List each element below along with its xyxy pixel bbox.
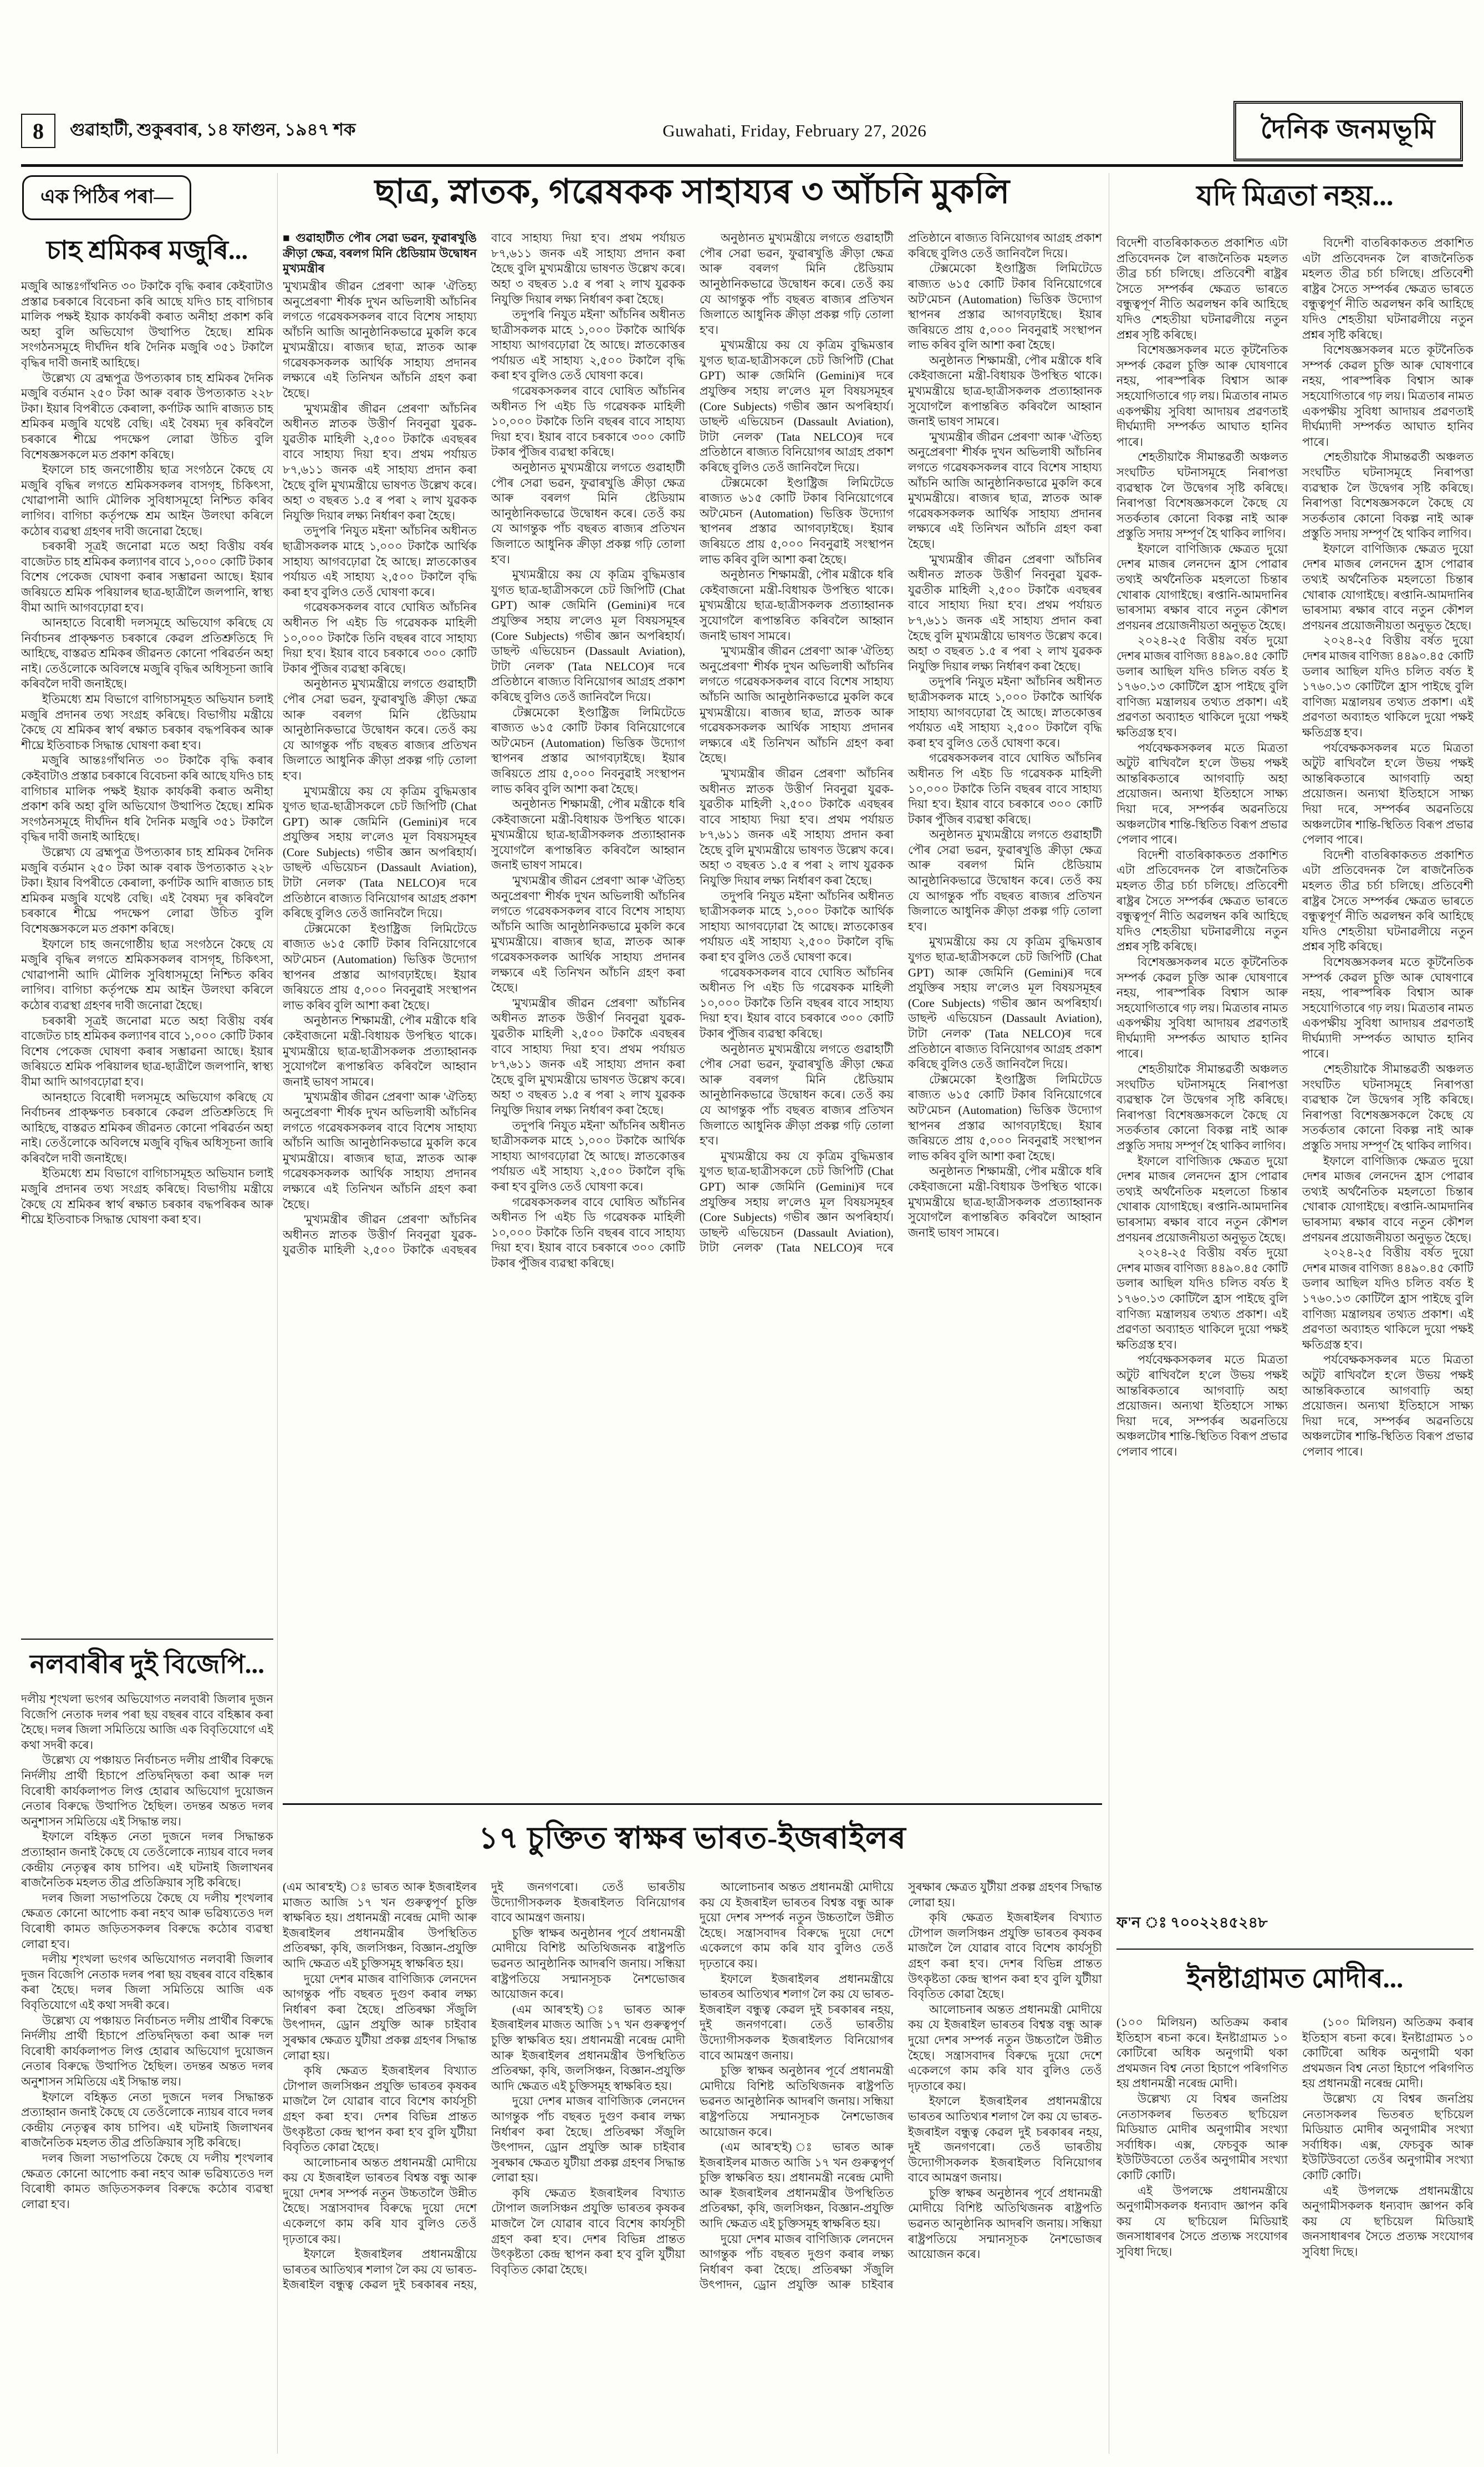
page-header — [21, 104, 1463, 157]
article-body-tea-workers: মজুৰি আন্তঃগাঁথনিত ৩০ টকাকৈ বৃদ্ধি কৰাৰ কেইবাটাও প্ৰস্তাৱ চৰকাৰে বিবেচনা কৰি আছে যদিও চাহ বাগিচাৰ মালিক পক্ষই ইয়াক কাৰ্যকৰী কৰাত অনীহা প্ৰকাশ কৰি অহা বুলি অভিযোগ উত্থাপিত হৈছে। শ্ৰমিক সংগঠনসমূহে দীৰ্ঘদিন ধৰি দৈনিক মজুৰি ৩৫১ টকালৈ বৃদ্ধিৰ দাবী জনাই আহিছে। উল্লেখ্য যে ব্ৰহ্মপুত্ৰ উপত্যকাৰ চাহ শ্ৰমিকৰ দৈনিক মজুৰি বৰ্তমান ২৫০ টকা আৰু বৰাক উপত্যকাত ২২৮ টকা। ইয়াৰ বিপৰীতে কেৰালা, কৰ্ণাটক আদি ৰাজ্যত চাহ শ্ৰমিকৰ মজুৰি যথেষ্ট বেছি। এই বৈষম্য দূৰ কৰিবলৈ চৰকাৰে শীঘ্ৰে পদক্ষেপ লোৱা উচিত বুলি বিশেষজ্ঞসকলে মত প্ৰকাশ কৰিছে। ইফালে চাহ জনগোষ্ঠীয় ছাত্ৰ সংগঠনে কৈছে যে মজুৰি বৃদ্ধিৰ লগতে শ্ৰমিকসকলৰ বাসগৃহ, চিকিৎসা, খোৱাপানী আদি মৌলিক সুবিধাসমূহো নিশ্চিত কৰিব লাগিব। বাগিচা কৰ্তৃপক্ষে শ্ৰম আইন উলংঘা কৰিলে কঠোৰ ব্যৱস্থা গ্ৰহণৰ দাবী জনোৱা হৈছে। চৰকাৰী সূত্ৰই জনোৱা মতে অহা বিত্তীয় বৰ্ষৰ বাজেটত চাহ শ্ৰমিকৰ কল্যাণৰ বাবে ১,০০০ কোটি টকাৰ বিশেষ পেকেজ ঘোষণা কৰাৰ সম্ভাৱনা আছে। ইয়াৰ জৰিয়তে শ্ৰমিক পৰিয়ালৰ ছাত্ৰ-ছাত্ৰীলৈ জলপানি, স্বাস্থ্য বীমা আদি আগবঢ়োৱা হ'ব। আনহাতে বিৰোধী দলসমূহে অভিযোগ কৰিছে যে নিৰ্বাচনৰ প্ৰাক্‌ক্ষণত চৰকাৰে কেৱল প্ৰতিশ্ৰুতিহে দি আহিছে, বাস্তৱত শ্ৰমিকৰ জীৱনত কোনো পৰিৱৰ্তন অহা নাই। তেওঁলোকে অবিলম্বে মজুৰি বৃদ্ধিৰ অধিসূচনা জাৰি কৰিবলৈ দাবী জনাইছে। ইতিমধ্যে শ্ৰম বিভাগে বাগিচাসমূহত অভিযান চলাই মজুৰি প্ৰদানৰ তথ্য সংগ্ৰহ কৰিছে। বিভাগীয় মন্ত্ৰীয়ে কৈছে যে শ্ৰমিকৰ স্বাৰ্থ ৰক্ষাত চৰকাৰ বদ্ধপৰিকৰ আৰু শীঘ্ৰে ইতিবাচক সিদ্ধান্ত ঘোষণা কৰা হ'ব। মজুৰি আন্তঃগাঁথনিত ৩০ টকাকৈ বৃদ্ধি কৰাৰ কেইবাটাও প্ৰস্তাৱ চৰকাৰে বিবেচনা কৰি আছে যদিও চাহ বাগিচাৰ মালিক পক্ষই ইয়াক কাৰ্যকৰী কৰাত অনীহা প্ৰকাশ কৰি অহা বুলি অভিযোগ উত্থাপিত হৈছে। শ্ৰমিক সংগঠনসমূহে দীৰ্ঘদিন ধৰি দৈনিক মজুৰি ৩৫১ টকালৈ বৃদ্ধিৰ দাবী জনাই আহিছে। উল্লেখ্য যে ব্ৰহ্মপুত্ৰ উপত্যকাৰ চাহ শ্ৰমিকৰ দৈনিক মজুৰি বৰ্তমান ২৫০ টকা আৰু বৰাক উপত্যকাত ২২৮ টকা। ইয়াৰ বিপৰীতে কেৰালা, কৰ্ণাটক আদি ৰাজ্যত চাহ শ্ৰমিকৰ মজুৰি যথেষ্ট বেছি। এই বৈষম্য দূৰ কৰিবলৈ চৰকাৰে শীঘ্ৰে পদক্ষেপ লোৱা উচিত বুলি বিশেষজ্ঞসকলে মত প্ৰকাশ কৰিছে। ইফালে চাহ জনগোষ্ঠীয় ছাত্ৰ সংগঠনে কৈছে যে মজুৰি বৃদ্ধিৰ লগতে শ্ৰমিকসকলৰ বাসগৃহ, চিকিৎসা, খোৱাপানী আদি মৌলিক সুবিধাসমূহো নিশ্চিত কৰিব লাগিব। বাগিচা কৰ্তৃপক্ষে শ্ৰম আইন উলংঘা কৰিলে কঠোৰ ব্যৱস্থা গ্ৰহণৰ দাবী জনোৱা হৈছে। চৰকাৰী সূত্ৰই জনোৱা মতে অহা বিত্তীয় বৰ্ষৰ বাজেটত চাহ শ্ৰমিকৰ কল্যাণৰ বাবে ১,০০০ কোটি টকাৰ বিশেষ পেকেজ ঘোষণা কৰাৰ সম্ভাৱনা আছে। ইয়াৰ জৰিয়তে শ্ৰমিক পৰিয়ালৰ ছাত্ৰ-ছাত্ৰীলৈ জলপানি, স্বাস্থ্য বীমা আদি আগবঢ়োৱা হ'ব। আনহাতে বিৰোধী দলসমূহে অভিযোগ কৰিছে যে নিৰ্বাচনৰ প্ৰাক্‌ক্ষণত চৰকাৰে কেৱল প্ৰতিশ্ৰুতিহে দি আহিছে, বাস্তৱত শ্ৰমিকৰ জীৱনত কোনো পৰিৱৰ্তন অহা নাই। তেওঁলোকে অবিলম্বে মজুৰি বৃদ্ধিৰ অধিসূচনা জাৰি কৰিবলৈ দাবী জনাইছে। ইতিমধ্যে শ্ৰম বিভাগে বাগিচাসমূহত অভিযান চলাই মজুৰি প্ৰদানৰ তথ্য সংগ্ৰহ কৰিছে। বিভাগীয় মন্ত্ৰীয়ে কৈছে যে শ্ৰমিকৰ স্বাৰ্থ ৰক্ষাত চৰকাৰ বদ্ধপৰিকৰ আৰু শীঘ্ৰে ইতিবাচক সিদ্ধান্ত ঘোষণা কৰা হ'ব। — [21, 279, 273, 1227]
headline-student-schemes: ছাত্ৰ, স্নাতক, গৱেষকক সাহায্যৰ ৩ আঁচনি মুকলি — [374, 174, 1011, 211]
center-bottom-article — [283, 1803, 1102, 2454]
article-divider — [1116, 1949, 1473, 1950]
article-body-modi-instagram: (১০০ মিলিয়ন) অতিক্ৰম কৰাৰ ইতিহাস ৰচনা কৰে। ইনষ্টাগ্ৰামত ১০ কোটিৰো অধিক অনুগামী থকা প্ৰথমজন বিশ্ব নেতা হিচাপে পৰিগণিত হয় প্ৰধানমন্ত্ৰী নৰেন্দ্ৰ মোদী। উল্লেখ্য যে বিশ্বৰ জনপ্ৰিয় নেতাসকলৰ ভিতৰত ছ'চিয়েল মিডিয়াত মোদীৰ অনুগামীৰ সংখ্যা সৰ্বাধিক। এক্স, ফেচবুক আৰু ইউটিউবতো তেওঁৰ অনুগামীৰ সংখ্যা কোটি কোটি। এই উপলক্ষে প্ৰধানমন্ত্ৰীয়ে অনুগামীসকলক ধন্যবাদ জ্ঞাপন কৰি কয় যে ছ'চিয়েল মিডিয়াই জনসাধাৰণৰ সৈতে প্ৰত্যক্ষ সংযোগৰ সুবিধা দিছে। (১০০ মিলিয়ন) অতিক্ৰম কৰাৰ ইতিহাস ৰচনা কৰে। ইনষ্টাগ্ৰামত ১০ কোটিৰো অধিক অনুগামী থকা প্ৰথমজন বিশ্ব নেতা হিচাপে পৰিগণিত হয় প্ৰধানমন্ত্ৰী নৰেন্দ্ৰ মোদী। উল্লেখ্য যে বিশ্বৰ জনপ্ৰিয় নেতাসকলৰ ভিতৰত ছ'চিয়েল মিডিয়াত মোদীৰ অনুগামীৰ সংখ্যা সৰ্বাধিক। এক্স, ফেচবুক আৰু ইউটিউবতো তেওঁৰ অনুগামীৰ সংখ্যা কোটি কোটি। এই উপলক্ষে প্ৰধানমন্ত্ৰীয়ে অনুগামীসকলক ধন্যবাদ জ্ঞাপন কৰি কয় যে ছ'চিয়েল মিডিয়াই জনসাধাৰণৰ সৈতে প্ৰত্যক্ষ সংযোগৰ সুবিধা দিছে। — [1116, 2016, 1473, 2259]
header-rule — [21, 164, 1463, 167]
phone-number: ফ'ন ঃ ৭০০২২৪৫২৪৮ — [1116, 1914, 1268, 1931]
article-paragraphs: 'মুখ্যমন্ত্ৰীৰ জীৱন প্ৰেৰণা' আৰু 'ঐতিহ্য অনুপ্ৰেৰণা' শীৰ্ষক দুখন অভিলাষী আঁচনিৰ লগতে গৱেষকসকলৰ বাবে বিশেষ সাহায্য আঁচনি আজি আনুষ্ঠানিকভাৱে মুকলি কৰে মুখ্যমন্ত্ৰীয়ে। ৰাজ্যৰ ছাত্ৰ, স্নাতক আৰু গৱেষকসকলক আৰ্থিক সাহায্য প্ৰদানৰ লক্ষ্যৰে এই তিনিখন আঁচনি গ্ৰহণ কৰা হৈছে। 'মুখ্যমন্ত্ৰীৰ জীৱন প্ৰেৰণা' আঁচনিৰ অধীনত স্নাতক উত্তীৰ্ণ নিবনুৱা যুৱক-যুৱতীক মাহিলী ২,৫০০ টকাকৈ এবছৰৰ বাবে সাহায্য দিয়া হ'ব। প্ৰথম পৰ্যায়ত ৮৭,৬১১ জনক এই সাহায্য প্ৰদান কৰা হৈছে বুলি মুখ্যমন্ত্ৰীয়ে ভাষণত উল্লেখ কৰে। অহা ৩ বছৰত ১.৫ ৰ পৰা ২ লাখ যুৱকক নিযুক্তি দিয়াৰ লক্ষ্য নিৰ্ধাৰণ কৰা হৈছে। তদুপৰি 'নিযুত মইনা' আঁচনিৰ অধীনত ছাত্ৰীসকলক মাহে ১,০০০ টকাকৈ আৰ্থিক সাহায্য আগবঢ়োৱা হৈ আছে। স্নাতকোত্তৰ পৰ্যায়ত এই সাহায্য ২,৫০০ টকালৈ বৃদ্ধি কৰা হ'ব বুলিও তেওঁ ঘোষণা কৰে। গৱেষকসকলৰ বাবে ঘোষিত আঁচনিৰ অধীনত পি এইচ ডি গৱেষকক মাহিলী ১০,০০০ টকাকৈ তিনি বছৰৰ বাবে সাহায্য দিয়া হ'ব। ইয়াৰ বাবে চৰকাৰে ৩০০ কোটি টকাৰ পুঁজিৰ ব্যৱস্থা কৰিছে। অনুষ্ঠানত মুখ্যমন্ত্ৰীয়ে লগতে গুৱাহাটী পৌৰ সেৱা ভৱন, ফুৱাৰখুঙি ক্ৰীড়া ক্ষেত্ৰ আৰু বৰলগ মিনি ষ্টেডিয়াম আনুষ্ঠানিকভাৱে উদ্বোধন কৰে। তেওঁ কয় যে আগন্তুক পাঁচ বছৰত ৰাজ্যৰ প্ৰতিখন জিলাতে আধুনিক ক্ৰীড়া প্ৰকল্প গঢ়ি তোলা হ'ব। মুখ্যমন্ত্ৰীয়ে কয় যে কৃত্ৰিম বুদ্ধিমত্তাৰ যুগত ছাত্ৰ-ছাত্ৰীসকলে চেট জিপিটি (Chat GPT) আৰু জেমিনি (Gemini)ৰ দৰে প্ৰযুক্তিৰ সহায় ল'লেও মূল বিষয়সমূহৰ (Core Subjects) গভীৰ জ্ঞান অপৰিহাৰ্য। ডাছল্ট এভিয়েচন (Dassault Aviation), টাটা নেলক' (Tata NELCO)ৰ দৰে প্ৰতিষ্ঠানে ৰাজ্যত বিনিয়োগৰ আগ্ৰহ প্ৰকাশ কৰিছে বুলিও তেওঁ জানিবলৈ দিয়ে। টেক্সমেকো ইণ্ডাষ্ট্ৰিজ লিমিটেডে ৰাজ্যত ৬১৫ কোটি টকাৰ বিনিয়োগেৰে অট'মেচন (Automation) ভিত্তিক উদ্যোগ স্থাপনৰ প্ৰস্তাৱ আগবঢ়াইছে। ইয়াৰ জৰিয়তে প্ৰায় ৫,০০০ নিবনুৱাই সংস্থাপন লাভ কৰিব বুলি আশা কৰা হৈছে। অনুষ্ঠানত শিক্ষামন্ত্ৰী, পৌৰ মন্ত্ৰীকে ধৰি কেইবাজনো মন্ত্ৰী-বিধায়ক উপস্থিত থাকে। মুখ্যমন্ত্ৰীয়ে ছাত্ৰ-ছাত্ৰীসকলক প্ৰত্যাহ্বানক সুযোগলৈ ৰূপান্তৰিত কৰিবলৈ আহ্বান জনাই ভাষণ সামৰে। 'মুখ্যমন্ত্ৰীৰ জীৱন প্ৰেৰণা' আৰু 'ঐতিহ্য অনুপ্ৰেৰণা' শীৰ্ষক দুখন অভিলাষী আঁচনিৰ লগতে গৱেষকসকলৰ বাবে বিশেষ সাহায্য আঁচনি আজি আনুষ্ঠানিকভাৱে মুকলি কৰে মুখ্যমন্ত্ৰীয়ে। ৰাজ্যৰ ছাত্ৰ, স্নাতক আৰু গৱেষকসকলক আৰ্থিক সাহায্য প্ৰদানৰ লক্ষ্যৰে এই তিনিখন আঁচনি গ্ৰহণ কৰা হৈছে। 'মুখ্যমন্ত্ৰীৰ জীৱন প্ৰেৰণা' আঁচনিৰ অধীনত স্নাতক উত্তীৰ্ণ নিবনুৱা যুৱক-যুৱতীক মাহিলী ২,৫০০ টকাকৈ এবছৰৰ বাবে সাহায্য দিয়া হ'ব। প্ৰথম পৰ্যায়ত ৮৭,৬১১ জনক এই সাহায্য প্ৰদান কৰা হৈছে বুলি মুখ্যমন্ত্ৰীয়ে ভাষণত উল্লেখ কৰে। অহা ৩ বছৰত ১.৫ ৰ পৰা ২ লাখ যুৱকক নিযুক্তি দিয়াৰ লক্ষ্য নিৰ্ধাৰণ কৰা হৈছে। তদুপৰি 'নিযুত মইনা' আঁচনিৰ অধীনত ছাত্ৰীসকলক মাহে ১,০০০ টকাকৈ আৰ্থিক সাহায্য আগবঢ়োৱা হৈ আছে। স্নাতকোত্তৰ পৰ্যায়ত এই সাহায্য ২,৫০০ টকালৈ বৃদ্ধি কৰা হ'ব বুলিও তেওঁ ঘোষণা কৰে। গৱেষকসকলৰ বাবে ঘোষিত আঁচনিৰ অধীনত পি এইচ ডি গৱেষকক মাহিলী ১০,০০০ টকাকৈ তিনি বছৰৰ বাবে সাহায্য দিয়া হ'ব। ইয়াৰ বাবে চৰকাৰে ৩০০ কোটি টকাৰ পুঁজিৰ ব্যৱস্থা কৰিছে। অনুষ্ঠানত মুখ্যমন্ত্ৰীয়ে লগতে গুৱাহাটী পৌৰ সেৱা ভৱন, ফুৱাৰখুঙি ক্ৰীড়া ক্ষেত্ৰ আৰু বৰলগ মিনি ষ্টেডিয়াম আনুষ্ঠানিকভাৱে উদ্বোধন কৰে। তেওঁ কয় যে আগন্তুক পাঁচ বছৰত ৰাজ্যৰ প্ৰতিখন জিলাতে আধুনিক ক্ৰীড়া প্ৰকল্প গঢ়ি তোলা হ'ব। মুখ্যমন্ত্ৰীয়ে কয় যে কৃত্ৰিম বুদ্ধিমত্তাৰ যুগত ছাত্ৰ-ছাত্ৰীসকলে চেট জিপিটি (Chat GPT) আৰু জেমিনি (Gemini)ৰ দৰে প্ৰযুক্তিৰ সহায় ল'লেও মূল বিষয়সমূহৰ (Core Subjects) গভীৰ জ্ঞান অপৰিহাৰ্য। ডাছল্ট এভিয়েচন (Dassault Aviation), টাটা নেলক' (Tata NELCO)ৰ দৰে প্ৰতিষ্ঠানে ৰাজ্যত বিনিয়োগৰ আগ্ৰহ প্ৰকাশ কৰিছে বুলিও তেওঁ জানিবলৈ দিয়ে। টেক্সমেকো ইণ্ডাষ্ট্ৰিজ লিমিটেডে ৰাজ্যত ৬১৫ কোটি টকাৰ বিনিয়োগেৰে অট'মেচন (Automation) ভিত্তিক উদ্যোগ স্থাপনৰ প্ৰস্তাৱ আগবঢ়াইছে। ইয়াৰ জৰিয়তে প্ৰায় ৫,০০০ নিবনুৱাই সংস্থাপন লাভ কৰিব বুলি আশা কৰা হৈছে। অনুষ্ঠানত শিক্ষামন্ত্ৰী, পৌৰ মন্ত্ৰীকে ধৰি কেইবাজনো মন্ত্ৰী-বিধায়ক উপস্থিত থাকে। মুখ্যমন্ত্ৰীয়ে ছাত্ৰ-ছাত্ৰীসকলক প্ৰত্যাহ্বানক সুযোগলৈ ৰূপান্তৰিত কৰিবলৈ আহ্বান জনাই ভাষণ সামৰে। 'মুখ্যমন্ত্ৰীৰ জীৱন প্ৰেৰণা' আৰু 'ঐতিহ্য অনুপ্ৰেৰণা' শীৰ্ষক দুখন অভিলাষী আঁচনিৰ লগতে গৱেষকসকলৰ বাবে বিশেষ সাহায্য আঁচনি আজি আনুষ্ঠানিকভাৱে মুকলি কৰে মুখ্যমন্ত্ৰীয়ে। ৰাজ্যৰ ছাত্ৰ, স্নাতক আৰু গৱেষকসকলক আৰ্থিক সাহায্য প্ৰদানৰ লক্ষ্যৰে এই তিনিখন আঁচনি গ্ৰহণ কৰা হৈছে। 'মুখ্যমন্ত্ৰীৰ জীৱন প্ৰেৰণা' আঁচনিৰ অধীনত স্নাতক উত্তীৰ্ণ নিবনুৱা যুৱক-যুৱতীক মাহিলী ২,৫০০ টকাকৈ এবছৰৰ বাবে সাহায্য দিয়া হ'ব। প্ৰথম পৰ্যায়ত ৮৭,৬১১ জনক এই সাহায্য প্ৰদান কৰা হৈছে বুলি মুখ্যমন্ত্ৰীয়ে ভাষণত উল্লেখ কৰে। অহা ৩ বছৰত ১.৫ ৰ পৰা ২ লাখ যুৱকক নিযুক্তি দিয়াৰ লক্ষ্য নিৰ্ধাৰণ কৰা হৈছে। তদুপৰি 'নিযুত মইনা' আঁচনিৰ অধীনত ছাত্ৰীসকলক মাহে ১,০০০ টকাকৈ আৰ্থিক সাহায্য আগবঢ়োৱা হৈ আছে। স্নাতকোত্তৰ পৰ্যায়ত এই সাহায্য ২,৫০০ টকালৈ বৃদ্ধি কৰা হ'ব বুলিও তেওঁ ঘোষণা কৰে। গৱেষকসকলৰ বাবে ঘোষিত আঁচনিৰ অধীনত পি এইচ ডি গৱেষকক মাহিলী ১০,০০০ টকাকৈ তিনি বছৰৰ বাবে সাহায্য দিয়া হ'ব। ইয়াৰ বাবে চৰকাৰে ৩০০ কোটি টকাৰ পুঁজিৰ ব্যৱস্থা কৰিছে। অনুষ্ঠানত মুখ্যমন্ত্ৰীয়ে লগতে গুৱাহাটী পৌৰ সেৱা ভৱন, ফুৱাৰখুঙি ক্ৰীড়া ক্ষেত্ৰ আৰু বৰলগ মিনি ষ্টেডিয়াম আনুষ্ঠানিকভাৱে উদ্বোধন কৰে। তেওঁ কয় যে আগন্তুক পাঁচ বছৰত ৰাজ্যৰ প্ৰতিখন জিলাতে আধুনিক ক্ৰীড়া প্ৰকল্প গঢ়ি তোলা হ'ব। মুখ্যমন্ত্ৰীয়ে কয় যে কৃত্ৰিম বুদ্ধিমত্তাৰ যুগত ছাত্ৰ-ছাত্ৰীসকলে চেট জিপিটি (Chat GPT) আৰু জেমিনি (Gemini)ৰ দৰে প্ৰযুক্তিৰ সহায় ল'লেও মূল বিষয়সমূহৰ (Core Subjects) গভীৰ জ্ঞান অপৰিহাৰ্য। ডাছল্ট এভিয়েচন (Dassault Aviation), টাটা নেলক' (Tata NELCO)ৰ দৰে প্ৰতিষ্ঠানে ৰাজ্যত বিনিয়োগৰ আগ্ৰহ প্ৰকাশ কৰিছে বুলিও তেওঁ জানিবলৈ দিয়ে। টেক্সমেকো ইণ্ডাষ্ট্ৰিজ লিমিটেডে ৰাজ্যত ৬১৫ কোটি টকাৰ বিনিয়োগেৰে অট'মেচন (Automation) ভিত্তিক উদ্যোগ স্থাপনৰ প্ৰস্তাৱ আগবঢ়াইছে। ইয়াৰ জৰিয়তে প্ৰায় ৫,০০০ নিবনুৱাই সংস্থাপন লাভ কৰিব বুলি আশা কৰা হৈছে। অনুষ্ঠানত শিক্ষামন্ত্ৰী, পৌৰ মন্ত্ৰীকে ধৰি কেইবাজনো মন্ত্ৰী-বিধায়ক উপস্থিত থাকে। মুখ্যমন্ত্ৰীয়ে ছাত্ৰ-ছাত্ৰীসকলক প্ৰত্যাহ্বানক সুযোগলৈ ৰূপান্তৰিত কৰিবলৈ আহ্বান জনাই ভাষণ সামৰে। 'মুখ্যমন্ত্ৰীৰ জীৱন প্ৰেৰণা' আৰু 'ঐতিহ্য অনুপ্ৰেৰণা' শীৰ্ষক দুখন অভিলাষী আঁচনিৰ লগতে গৱেষকসকলৰ বাবে বিশেষ সাহায্য আঁচনি আজি আনুষ্ঠানিকভাৱে মুকলি কৰে মুখ্যমন্ত্ৰীয়ে। ৰাজ্যৰ ছাত্ৰ, স্নাতক আৰু গৱেষকসকলক আৰ্থিক সাহায্য প্ৰদানৰ লক্ষ্যৰে এই তিনিখন আঁচনি গ্ৰহণ কৰা হৈছে। 'মুখ্যমন্ত্ৰীৰ জীৱন প্ৰেৰণা' আঁচনিৰ অধীনত স্নাতক উত্তীৰ্ণ নিবনুৱা যুৱক-যুৱতীক মাহিলী ২,৫০০ টকাকৈ এবছৰৰ বাবে সাহায্য দিয়া হ'ব। প্ৰথম পৰ্যায়ত ৮৭,৬১১ জনক এই সাহায্য প্ৰদান কৰা হৈছে বুলি মুখ্যমন্ত্ৰীয়ে ভাষণত উল্লেখ কৰে। অহা ৩ বছৰত ১.৫ ৰ পৰা ২ লাখ যুৱকক নিযুক্তি দিয়াৰ লক্ষ্য নিৰ্ধাৰণ কৰা হৈছে। তদুপৰি 'নিযুত মইনা' আঁচনিৰ অধীনত ছাত্ৰীসকলক মাহে ১,০০০ টকাকৈ আৰ্থিক সাহায্য আগবঢ়োৱা হৈ আছে। স্নাতকোত্তৰ পৰ্যায়ত এই সাহায্য ২,৫০০ টকালৈ বৃদ্ধি কৰা হ'ব বুলিও তেওঁ ঘোষণা কৰে। গৱেষকসকলৰ বাবে ঘোষিত আঁচনিৰ অধীনত পি এইচ ডি গৱেষকক মাহিলী ১০,০০০ টকাকৈ তিনি বছৰৰ বাবে সাহায্য দিয়া হ'ব। ইয়াৰ বাবে চৰকাৰে ৩০০ কোটি টকাৰ পুঁজিৰ ব্যৱস্থা কৰিছে। অনুষ্ঠানত মুখ্যমন্ত্ৰীয়ে লগতে গুৱাহাটী পৌৰ সেৱা ভৱন, ফুৱাৰখুঙি ক্ৰীড়া ক্ষেত্ৰ আৰু বৰলগ মিনি ষ্টেডিয়াম আনুষ্ঠানিকভাৱে উদ্বোধন কৰে। তেওঁ কয় যে আগন্তুক পাঁচ বছৰত ৰাজ্যৰ প্ৰতিখন জিলাতে আধুনিক ক্ৰীড়া প্ৰকল্প গঢ়ি তোলা হ'ব। মুখ্যমন্ত্ৰীয়ে কয় যে কৃত্ৰিম বুদ্ধিমত্তাৰ যুগত ছাত্ৰ-ছাত্ৰীসকলে চেট জিপিটি (Chat GPT) আৰু জেমিনি (Gemini)ৰ দৰে প্ৰযুক্তিৰ সহায় ল'লেও মূল বিষয়সমূহৰ (Core Subjects) গভীৰ জ্ঞান অপৰিহাৰ্য। ডাছল্ট এভিয়েচন (Dassault Aviation), টাটা নেলক' (Tata NELCO)ৰ দৰে প্ৰতিষ্ঠানে ৰাজ্যত বিনিয়োগৰ আগ্ৰহ প্ৰকাশ কৰিছে বুলিও তেওঁ জানিবলৈ দিয়ে। টেক্সমেকো ইণ্ডাষ্ট্ৰিজ লিমিটেডে ৰাজ্যত ৬১৫ কোটি টকাৰ বিনিয়োগেৰে অট'মেচন (Automation) ভিত্তিক উদ্যোগ স্থাপনৰ প্ৰস্তাৱ আগবঢ়াইছে। ইয়াৰ জৰিয়তে প্ৰায় ৫,০০০ নিবনুৱাই সংস্থাপন লাভ কৰিব বুলি আশা কৰা হৈছে। অনুষ্ঠানত শিক্ষামন্ত্ৰী, পৌৰ মন্ত্ৰীকে ধৰি কেইবাজনো মন্ত্ৰী-বিধায়ক উপস্থিত থাকে। মুখ্যমন্ত্ৰীয়ে ছাত্ৰ-ছাত্ৰীসকলক প্ৰত্যাহ্বানক সুযোগলৈ ৰূপান্তৰিত কৰিবলৈ আহ্বান জনাই ভাষণ সামৰে। 'মুখ্যমন্ত্ৰীৰ জীৱন প্ৰেৰণা' আৰু 'ঐতিহ্য অনুপ্ৰেৰণা' শীৰ্ষক দুখন অভিলাষী আঁচনিৰ লগতে গৱেষকসকলৰ বাবে বিশেষ সাহায্য আঁচনি আজি আনুষ্ঠানিকভাৱে মুকলি কৰে মুখ্যমন্ত্ৰীয়ে। ৰাজ্যৰ ছাত্ৰ, স্নাতক আৰু গৱেষকসকলক আৰ্থিক সাহায্য প্ৰদানৰ লক্ষ্যৰে এই তিনিখন আঁচনি গ্ৰহণ কৰা হৈছে। 'মুখ্যমন্ত্ৰীৰ জীৱন প্ৰেৰণা' আঁচনিৰ অধীনত স্নাতক উত্তীৰ্ণ নিবনুৱা যুৱক-যুৱতীক মাহিলী ২,৫০০ টকাকৈ এবছৰৰ বাবে সাহায্য দিয়া হ'ব। প্ৰথম পৰ্যায়ত ৮৭,৬১১ জনক এই সাহায্য প্ৰদান কৰা হৈছে বুলি মুখ্যমন্ত্ৰীয়ে ভাষণত উল্লেখ কৰে। অহা ৩ বছৰত ১.৫ ৰ পৰা ২ লাখ যুৱকক নিযুক্তি দিয়াৰ লক্ষ্য নিৰ্ধাৰণ কৰা হৈছে। তদুপৰি 'নিযুত মইনা' আঁচনিৰ অধীনত ছাত্ৰীসকলক মাহে ১,০০০ টকাকৈ আৰ্থিক সাহায্য আগবঢ়োৱা হৈ আছে। স্নাতকোত্তৰ পৰ্যায়ত এই সাহায্য ২,৫০০ টকালৈ বৃদ্ধি কৰা হ'ব বুলিও তেওঁ ঘোষণা কৰে। গৱেষকসকলৰ বাবে ঘোষিত আঁচনিৰ অধীনত পি এইচ ডি গৱেষকক মাহিলী ১০,০০০ টকাকৈ তিনি বছৰৰ বাবে সাহায্য দিয়া হ'ব। ইয়াৰ বাবে চৰকাৰে ৩০০ কোটি টকাৰ পুঁজিৰ ব্যৱস্থা কৰিছে। অনুষ্ঠানত মুখ্যমন্ত্ৰীয়ে লগতে গুৱাহাটী পৌৰ সেৱা ভৱন, ফুৱাৰখুঙি ক্ৰীড়া ক্ষেত্ৰ আৰু বৰলগ মিনি ষ্টেডিয়াম আনুষ্ঠানিকভাৱে উদ্বোধন কৰে। তেওঁ কয় যে আগন্তুক পাঁচ বছৰত ৰাজ্যৰ প্ৰতিখন জিলাতে আধুনিক ক্ৰীড়া প্ৰকল্প গঢ়ি তোলা হ'ব। মুখ্যমন্ত্ৰীয়ে কয় যে কৃত্ৰিম বুদ্ধিমত্তাৰ যুগত ছাত্ৰ-ছাত্ৰীসকলে চেট জিপিটি (Chat GPT) আৰু জেমিনি (Gemini)ৰ দৰে প্ৰযুক্তিৰ সহায় ল'লেও মূল বিষয়সমূহৰ (Core Subjects) গভীৰ জ্ঞান অপৰিহাৰ্য। ডাছল্ট এভিয়েচন (Dassault Aviation), টাটা নেলক' (Tata NELCO)ৰ দৰে প্ৰতিষ্ঠানে ৰাজ্যত বিনিয়োগৰ আগ্ৰহ প্ৰকাশ কৰিছে বুলিও তেওঁ জানিবলৈ দিয়ে। টেক্সমেকো ইণ্ডাষ্ট্ৰিজ লিমিটেডে ৰাজ্যত ৬১৫ কোটি টকাৰ বিনিয়োগেৰে অট'মেচন (Automation) ভিত্তিক উদ্যোগ স্থাপনৰ প্ৰস্তাৱ আগবঢ়াইছে। ইয়াৰ জৰিয়তে প্ৰায় ৫,০০০ নিবনুৱাই সংস্থাপন লাভ কৰিব বুলি আশা কৰা হৈছে। অনুষ্ঠানত শিক্ষামন্ত্ৰী, পৌৰ মন্ত্ৰীকে ধৰি কেইবাজনো মন্ত্ৰী-বিধায়ক উপস্থিত থাকে। মুখ্যমন্ত্ৰীয়ে ছাত্ৰ-ছাত্ৰীসকলক প্ৰত্যাহ্বানক সুযোগলৈ ৰূপান্তৰিত কৰিবলৈ আহ্বান জনাই ভাষণ সামৰে। — [283, 231, 1102, 1270]
article-body-student-schemes — [283, 231, 1102, 1767]
page-number: 8 — [21, 114, 55, 148]
center-top-article — [283, 173, 1102, 1798]
headline-modi-instagram: ইনষ্টাগ্ৰামত মোদীৰ... — [1186, 1963, 1404, 1993]
headline-tea-workers-wages: চাহ শ্ৰমিকৰ মজুৰি... — [46, 236, 248, 265]
headline-nalbari-bjp: নলবাৰীৰ দুই বিজেপি... — [29, 1650, 264, 1680]
article-body-if-not-friendship: বিদেশী বাতৰিকাকতত প্ৰকাশিত এটা প্ৰতিবেদনক লৈ ৰাজনৈতিক মহলত তীব্ৰ চৰ্চা চলিছে। প্ৰতিবেশী ৰাষ্ট্ৰৰ সৈতে সম্পৰ্কৰ ক্ষেত্ৰত ভাৰতে বন্ধুত্বপূৰ্ণ নীতি অৱলম্বন কৰি আহিছে যদিও শেহতীয়া ঘটনাৱলীয়ে নতুন প্ৰশ্নৰ সৃষ্টি কৰিছে। বিশেষজ্ঞসকলৰ মতে কূটনৈতিক সম্পৰ্ক কেৱল চুক্তি আৰু ঘোষণাৰে নহয়, পাৰস্পৰিক বিশ্বাস আৰু সহযোগিতাৰে গঢ় লয়। মিত্ৰতাৰ নামত একপক্ষীয় সুবিধা আদায়ৰ প্ৰৱণতাই দীৰ্ঘম্যাদী সম্পৰ্কত আঘাত হানিব পাৰে। শেহতীয়াকৈ সীমান্তৱৰ্তী অঞ্চলত সংঘটিত ঘটনাসমূহে নিৰাপত্তা ব্যৱস্থাক লৈ উদ্বেগৰ সৃষ্টি কৰিছে। নিৰাপত্তা বিশেষজ্ঞসকলে কৈছে যে সতৰ্কতাৰ কোনো বিকল্প নাই আৰু প্ৰস্তুতি সদায় সম্পূৰ্ণ হৈ থাকিব লাগিব। ইফালে বাণিজ্যিক ক্ষেত্ৰত দুয়ো দেশৰ মাজৰ লেনদেন হ্ৰাস পোৱাৰ তথ্যই অৰ্থনৈতিক মহলতো চিন্তাৰ খোৰাক যোগাইছে। ৰপ্তানি-আমদানিৰ ভাৰসাম্য ৰক্ষাৰ বাবে নতুন কৌশল প্ৰণয়নৰ প্ৰয়োজনীয়তা অনুভূত হৈছে। ২০২৪-২৫ বিত্তীয় বৰ্ষত দুয়ো দেশৰ মাজৰ বাণিজ্য ৪৪৯০.৪৫ কোটি ডলাৰ আছিল যদিও চলিত বৰ্ষত ই ১৭৬০.১৩ কোটিলৈ হ্ৰাস পাইছে বুলি বাণিজ্য মন্ত্ৰালয়ৰ তথ্যত প্ৰকাশ। এই প্ৰৱণতা অব্যাহত থাকিলে দুয়ো পক্ষই ক্ষতিগ্ৰস্ত হ'ব। পৰ্যবেক্ষকসকলৰ মতে মিত্ৰতা অটুট ৰাখিবলৈ হ'লে উভয় পক্ষই আন্তৰিকতাৰে আগবাঢ়ি অহা প্ৰয়োজন। অন্যথা ইতিহাসে সাক্ষ্য দিয়া দৰে, সম্পৰ্কৰ অৱনতিয়ে অঞ্চলটোৰ শান্তি-স্থিতিত বিৰূপ প্ৰভাৱ পেলাব পাৰে। বিদেশী বাতৰিকাকতত প্ৰকাশিত এটা প্ৰতিবেদনক লৈ ৰাজনৈতিক মহলত তীব্ৰ চৰ্চা চলিছে। প্ৰতিবেশী ৰাষ্ট্ৰৰ সৈতে সম্পৰ্কৰ ক্ষেত্ৰত ভাৰতে বন্ধুত্বপূৰ্ণ নীতি অৱলম্বন কৰি আহিছে যদিও শেহতীয়া ঘটনাৱলীয়ে নতুন প্ৰশ্নৰ সৃষ্টি কৰিছে। বিশেষজ্ঞসকলৰ মতে কূটনৈতিক সম্পৰ্ক কেৱল চুক্তি আৰু ঘোষণাৰে নহয়, পাৰস্পৰিক বিশ্বাস আৰু সহযোগিতাৰে গঢ় লয়। মিত্ৰতাৰ নামত একপক্ষীয় সুবিধা আদায়ৰ প্ৰৱণতাই দীৰ্ঘম্যাদী সম্পৰ্কত আঘাত হানিব পাৰে। শেহতীয়াকৈ সীমান্তৱৰ্তী অঞ্চলত সংঘটিত ঘটনাসমূহে নিৰাপত্তা ব্যৱস্থাক লৈ উদ্বেগৰ সৃষ্টি কৰিছে। নিৰাপত্তা বিশেষজ্ঞসকলে কৈছে যে সতৰ্কতাৰ কোনো বিকল্প নাই আৰু প্ৰস্তুতি সদায় সম্পূৰ্ণ হৈ থাকিব লাগিব। ইফালে বাণিজ্যিক ক্ষেত্ৰত দুয়ো দেশৰ মাজৰ লেনদেন হ্ৰাস পোৱাৰ তথ্যই অৰ্থনৈতিক মহলতো চিন্তাৰ খোৰাক যোগাইছে। ৰপ্তানি-আমদানিৰ ভাৰসাম্য ৰক্ষাৰ বাবে নতুন কৌশল প্ৰণয়নৰ প্ৰয়োজনীয়তা অনুভূত হৈছে। ২০২৪-২৫ বিত্তীয় বৰ্ষত দুয়ো দেশৰ মাজৰ বাণিজ্য ৪৪৯০.৪৫ কোটি ডলাৰ আছিল যদিও চলিত বৰ্ষত ই ১৭৬০.১৩ কোটিলৈ হ্ৰাস পাইছে বুলি বাণিজ্য মন্ত্ৰালয়ৰ তথ্যত প্ৰকাশ। এই প্ৰৱণতা অব্যাহত থাকিলে দুয়ো পক্ষই ক্ষতিগ্ৰস্ত হ'ব। পৰ্যবেক্ষকসকলৰ মতে মিত্ৰতা অটুট ৰাখিবলৈ হ'লে উভয় পক্ষই আন্তৰিকতাৰে আগবাঢ়ি অহা প্ৰয়োজন। অন্যথা ইতিহাসে সাক্ষ্য দিয়া দৰে, সম্পৰ্কৰ অৱনতিয়ে অঞ্চলটোৰ শান্তি-স্থিতিত বিৰূপ প্ৰভাৱ পেলাব পাৰে। বিদেশী বাতৰিকাকতত প্ৰকাশিত এটা প্ৰতিবেদনক লৈ ৰাজনৈতিক মহলত তীব্ৰ চৰ্চা চলিছে। প্ৰতিবেশী ৰাষ্ট্ৰৰ সৈতে সম্পৰ্কৰ ক্ষেত্ৰত ভাৰতে বন্ধুত্বপূৰ্ণ নীতি অৱলম্বন কৰি আহিছে যদিও শেহতীয়া ঘটনাৱলীয়ে নতুন প্ৰশ্নৰ সৃষ্টি কৰিছে। বিশেষজ্ঞসকলৰ মতে কূটনৈতিক সম্পৰ্ক কেৱল চুক্তি আৰু ঘোষণাৰে নহয়, পাৰস্পৰিক বিশ্বাস আৰু সহযোগিতাৰে গঢ় লয়। মিত্ৰতাৰ নামত একপক্ষীয় সুবিধা আদায়ৰ প্ৰৱণতাই দীৰ্ঘম্যাদী সম্পৰ্কত আঘাত হানিব পাৰে। শেহতীয়াকৈ সীমান্তৱৰ্তী অঞ্চলত সংঘটিত ঘটনাসমূহে নিৰাপত্তা ব্যৱস্থাক লৈ উদ্বেগৰ সৃষ্টি কৰিছে। নিৰাপত্তা বিশেষজ্ঞসকলে কৈছে যে সতৰ্কতাৰ কোনো বিকল্প নাই আৰু প্ৰস্তুতি সদায় সম্পূৰ্ণ হৈ থাকিব লাগিব। ইফালে বাণিজ্যিক ক্ষেত্ৰত দুয়ো দেশৰ মাজৰ লেনদেন হ্ৰাস পোৱাৰ তথ্যই অৰ্থনৈতিক মহলতো চিন্তাৰ খোৰাক যোগাইছে। ৰপ্তানি-আমদানিৰ ভাৰসাম্য ৰক্ষাৰ বাবে নতুন কৌশল প্ৰণয়নৰ প্ৰয়োজনীয়তা অনুভূত হৈছে। ২০২৪-২৫ বিত্তীয় বৰ্ষত দুয়ো দেশৰ মাজৰ বাণিজ্য ৪৪৯০.৪৫ কোটি ডলাৰ আছিল যদিও চলিত বৰ্ষত ই ১৭৬০.১৩ কোটিলৈ হ্ৰাস পাইছে বুলি বাণিজ্য মন্ত্ৰালয়ৰ তথ্যত প্ৰকাশ। এই প্ৰৱণতা অব্যাহত থাকিলে দুয়ো পক্ষই ক্ষতিগ্ৰস্ত হ'ব। পৰ্যবেক্ষকসকলৰ মতে মিত্ৰতা অটুট ৰাখিবলৈ হ'লে উভয় পক্ষই আন্তৰিকতাৰে আগবাঢ়ি অহা প্ৰয়োজন। অন্যথা ইতিহাসে সাক্ষ্য দিয়া দৰে, সম্পৰ্কৰ অৱনতিয়ে অঞ্চলটোৰ শান্তি-স্থিতিত বিৰূপ প্ৰভাৱ পেলাব পাৰে। বিদেশী বাতৰিকাকতত প্ৰকাশিত এটা প্ৰতিবেদনক লৈ ৰাজনৈতিক মহলত তীব্ৰ চৰ্চা চলিছে। প্ৰতিবেশী ৰাষ্ট্ৰৰ সৈতে সম্পৰ্কৰ ক্ষেত্ৰত ভাৰতে বন্ধুত্বপূৰ্ণ নীতি অৱলম্বন কৰি আহিছে যদিও শেহতীয়া ঘটনাৱলীয়ে নতুন প্ৰশ্নৰ সৃষ্টি কৰিছে। বিশেষজ্ঞসকলৰ মতে কূটনৈতিক সম্পৰ্ক কেৱল চুক্তি আৰু ঘোষণাৰে নহয়, পাৰস্পৰিক বিশ্বাস আৰু সহযোগিতাৰে গঢ় লয়। মিত্ৰতাৰ নামত একপক্ষীয় সুবিধা আদায়ৰ প্ৰৱণতাই দীৰ্ঘম্যাদী সম্পৰ্কত আঘাত হানিব পাৰে। শেহতীয়াকৈ সীমান্তৱৰ্তী অঞ্চলত সংঘটিত ঘটনাসমূহে নিৰাপত্তা ব্যৱস্থাক লৈ উদ্বেগৰ সৃষ্টি কৰিছে। নিৰাপত্তা বিশেষজ্ঞসকলে কৈছে যে সতৰ্কতাৰ কোনো বিকল্প নাই আৰু প্ৰস্তুতি সদায় সম্পূৰ্ণ হৈ থাকিব লাগিব। ইফালে বাণিজ্যিক ক্ষেত্ৰত দুয়ো দেশৰ মাজৰ লেনদেন হ্ৰাস পোৱাৰ তথ্যই অৰ্থনৈতিক মহলতো চিন্তাৰ খোৰাক যোগাইছে। ৰপ্তানি-আমদানিৰ ভাৰসাম্য ৰক্ষাৰ বাবে নতুন কৌশল প্ৰণয়নৰ প্ৰয়োজনীয়তা অনুভূত হৈছে। ২০২৪-২৫ বিত্তীয় বৰ্ষত দুয়ো দেশৰ মাজৰ বাণিজ্য ৪৪৯০.৪৫ কোটি ডলাৰ আছিল যদিও চলিত বৰ্ষত ই ১৭৬০.১৩ কোটিলৈ হ্ৰাস পাইছে বুলি বাণিজ্য মন্ত্ৰালয়ৰ তথ্যত প্ৰকাশ। এই প্ৰৱণতা অব্যাহত থাকিলে দুয়ো পক্ষই ক্ষতিগ্ৰস্ত হ'ব। পৰ্যবেক্ষকসকলৰ মতে মিত্ৰতা অটুট ৰাখিবলৈ হ'লে উভয় পক্ষই আন্তৰিকতাৰে আগবাঢ়ি অহা প্ৰয়োজন। অন্যথা ইতিহাসে সাক্ষ্য দিয়া দৰে, সম্পৰ্কৰ অৱনতিয়ে অঞ্চলটোৰ শান্তি-স্থিতিত বিৰূপ প্ৰভাৱ পেলাব পাৰে। — [1116, 236, 1473, 1458]
date-english: Guwahati, Friday, February 27, 2026 — [662, 121, 927, 140]
column-divider-left — [277, 173, 278, 2454]
right-column — [1116, 173, 1473, 2453]
article-divider — [21, 1639, 273, 1640]
masthead: দৈনিক জনমভূমি — [1233, 101, 1463, 161]
article-body-nalbari-bjp: দলীয় শৃংখলা ভংগৰ অভিযোগত নলবাৰী জিলাৰ দুজন বিজেপি নেতাক দলৰ পৰা ছয় বছৰৰ বাবে বহিষ্কাৰ কৰা হৈছে। দলৰ জিলা সমিতিয়ে আজি এক বিবৃতিযোগে এই কথা সদৰী কৰে। উল্লেখ্য যে পঞ্চায়ত নিৰ্বাচনত দলীয় প্ৰাৰ্থীৰ বিৰুদ্ধে নিৰ্দলীয় প্ৰাৰ্থী হিচাপে প্ৰতিদ্বন্দ্বিতা কৰা আৰু দল বিৰোধী কাৰ্যকলাপত লিপ্ত হোৱাৰ অভিযোগ দুয়োজন নেতাৰ বিৰুদ্ধে উত্থাপিত হৈছিল। তদন্তৰ অন্তত দলৰ অনুশাসন সমিতিয়ে এই সিদ্ধান্ত লয়। ইফালে বহিষ্কৃত নেতা দুজনে দলৰ সিদ্ধান্তক প্ৰত্যাহ্বান জনাই কৈছে যে তেওঁলোকে ন্যায়ৰ বাবে দলৰ কেন্দ্ৰীয় নেতৃত্বৰ কাষ চাপিব। এই ঘটনাই জিলাখনৰ ৰাজনৈতিক মহলত তীব্ৰ প্ৰতিক্ৰিয়াৰ সৃষ্টি কৰিছে। দলৰ জিলা সভাপতিয়ে কৈছে যে দলীয় শৃংখলাৰ ক্ষেত্ৰত কোনো আপোচ কৰা নহ'ব আৰু ভৱিষ্যতেও দল বিৰোধী কামত জড়িতসকলৰ বিৰুদ্ধে কঠোৰ ব্যৱস্থা লোৱা হ'ব। দলীয় শৃংখলা ভংগৰ অভিযোগত নলবাৰী জিলাৰ দুজন বিজেপি নেতাক দলৰ পৰা ছয় বছৰৰ বাবে বহিষ্কাৰ কৰা হৈছে। দলৰ জিলা সমিতিয়ে আজি এক বিবৃতিযোগে এই কথা সদৰী কৰে। উল্লেখ্য যে পঞ্চায়ত নিৰ্বাচনত দলীয় প্ৰাৰ্থীৰ বিৰুদ্ধে নিৰ্দলীয় প্ৰাৰ্থী হিচাপে প্ৰতিদ্বন্দ্বিতা কৰা আৰু দল বিৰোধী কাৰ্যকলাপত লিপ্ত হোৱাৰ অভিযোগ দুয়োজন নেতাৰ বিৰুদ্ধে উত্থাপিত হৈছিল। তদন্তৰ অন্তত দলৰ অনুশাসন সমিতিয়ে এই সিদ্ধান্ত লয়। ইফালে বহিষ্কৃত নেতা দুজনে দলৰ সিদ্ধান্তক প্ৰত্যাহ্বান জনাই কৈছে যে তেওঁলোকে ন্যায়ৰ বাবে দলৰ কেন্দ্ৰীয় নেতৃত্বৰ কাষ চাপিব। এই ঘটনাই জিলাখনৰ ৰাজনৈতিক মহলত তীব্ৰ প্ৰতিক্ৰিয়াৰ সৃষ্টি কৰিছে। দলৰ জিলা সভাপতিয়ে কৈছে যে দলীয় শৃংখলাৰ ক্ষেত্ৰত কোনো আপোচ কৰা নহ'ব আৰু ভৱিষ্যতেও দল বিৰোধী কামত জড়িতসকলৰ বিৰুদ্ধে কঠোৰ ব্যৱস্থা লোৱা হ'ব। — [21, 1692, 273, 2211]
article-dateline: ■ গুৱাহাটীত পৌৰ সেৱা ভৱন, ফুৱাৰখুঙি ক্ৰীড়া ক্ষেত্ৰ, বৰলগ মিনি ষ্টেডিয়াম উদ্বোধন মুখ্যমন্ত্ৰীৰ — [283, 231, 477, 276]
article-body-india-israel: (এম আৰ'হ'ই) ঃ ভাৰত আৰু ইজৰাইলৰ মাজত আজি ১৭ খন গুৰুত্বপূৰ্ণ চুক্তি স্বাক্ষৰিত হয়। প্ৰধানমন্ত্ৰী নৰেন্দ্ৰ মোদী আৰু ইজৰাইলৰ প্ৰধানমন্ত্ৰীৰ উপস্থিতিত প্ৰতিৰক্ষা, কৃষি, জলসিঞ্চন, বিজ্ঞান-প্ৰযুক্তি আদি ক্ষেত্ৰত এই চুক্তিসমূহ স্বাক্ষৰিত হয়। দুয়ো দেশৰ মাজৰ বাণিজ্যিক লেনদেন আগন্তুক পাঁচ বছৰত দুগুণ কৰাৰ লক্ষ্য নিৰ্ধাৰণ কৰা হৈছে। প্ৰতিৰক্ষা সঁজুলি উৎপাদন, ড্ৰোন প্ৰযুক্তি আৰু চাইবাৰ সুৰক্ষাৰ ক্ষেত্ৰত যুটীয়া প্ৰকল্প গ্ৰহণৰ সিদ্ধান্ত লোৱা হয়। কৃষি ক্ষেত্ৰত ইজৰাইলৰ বিখ্যাত টোপাল জলসিঞ্চন প্ৰযুক্তি ভাৰতৰ কৃষকৰ মাজলৈ লৈ যোৱাৰ বাবে বিশেষ কাৰ্যসূচী গ্ৰহণ কৰা হ'ব। দেশৰ বিভিন্ন প্ৰান্তত উৎকৃষ্টতা কেন্দ্ৰ স্থাপন কৰা হ'ব বুলি যুটীয়া বিবৃতিত কোৱা হৈছে। আলোচনাৰ অন্তত প্ৰধানমন্ত্ৰী মোদীয়ে কয় যে ইজৰাইল ভাৰতৰ বিশ্বস্ত বন্ধু আৰু দুয়ো দেশৰ সম্পৰ্ক নতুন উচ্চতালৈ উন্নীত হৈছে। সন্ত্ৰাসবাদৰ বিৰুদ্ধে দুয়ো দেশে একেলগে কাম কৰি যাব বুলিও তেওঁ দৃঢ়তাৰে কয়। ইফালে ইজৰাইলৰ প্ৰধানমন্ত্ৰীয়ে ভাৰতৰ আতিথ্যৰ শলাগ লৈ কয় যে ভাৰত-ইজৰাইল বন্ধুত্ব কেৱল দুই চৰকাৰৰ নহয়, দুই জনগণৰো। তেওঁ ভাৰতীয় উদ্যোগীসকলক ইজৰাইলত বিনিয়োগৰ বাবে আমন্ত্ৰণ জনায়। চুক্তি স্বাক্ষৰ অনুষ্ঠানৰ পূৰ্বে প্ৰধানমন্ত্ৰী মোদীয়ে বিশিষ্ট অতিথিজনক ৰাষ্ট্ৰপতি ভৱনত আনুষ্ঠানিক আদৰণি জনায়। সন্ধিয়া ৰাষ্ট্ৰপতিয়ে সন্মানসূচক নৈশভোজৰ আয়োজন কৰে। (এম আৰ'হ'ই) ঃ ভাৰত আৰু ইজৰাইলৰ মাজত আজি ১৭ খন গুৰুত্বপূৰ্ণ চুক্তি স্বাক্ষৰিত হয়। প্ৰধানমন্ত্ৰী নৰেন্দ্ৰ মোদী আৰু ইজৰাইলৰ প্ৰধানমন্ত্ৰীৰ উপস্থিতিত প্ৰতিৰক্ষা, কৃষি, জলসিঞ্চন, বিজ্ঞান-প্ৰযুক্তি আদি ক্ষেত্ৰত এই চুক্তিসমূহ স্বাক্ষৰিত হয়। দুয়ো দেশৰ মাজৰ বাণিজ্যিক লেনদেন আগন্তুক পাঁচ বছৰত দুগুণ কৰাৰ লক্ষ্য নিৰ্ধাৰণ কৰা হৈছে। প্ৰতিৰক্ষা সঁজুলি উৎপাদন, ড্ৰোন প্ৰযুক্তি আৰু চাইবাৰ সুৰক্ষাৰ ক্ষেত্ৰত যুটীয়া প্ৰকল্প গ্ৰহণৰ সিদ্ধান্ত লোৱা হয়। কৃষি ক্ষেত্ৰত ইজৰাইলৰ বিখ্যাত টোপাল জলসিঞ্চন প্ৰযুক্তি ভাৰতৰ কৃষকৰ মাজলৈ লৈ যোৱাৰ বাবে বিশেষ কাৰ্যসূচী গ্ৰহণ কৰা হ'ব। দেশৰ বিভিন্ন প্ৰান্তত উৎকৃষ্টতা কেন্দ্ৰ স্থাপন কৰা হ'ব বুলি যুটীয়া বিবৃতিত কোৱা হৈছে। আলোচনাৰ অন্তত প্ৰধানমন্ত্ৰী মোদীয়ে কয় যে ইজৰাইল ভাৰতৰ বিশ্বস্ত বন্ধু আৰু দুয়ো দেশৰ সম্পৰ্ক নতুন উচ্চতালৈ উন্নীত হৈছে। সন্ত্ৰাসবাদৰ বিৰুদ্ধে দুয়ো দেশে একেলগে কাম কৰি যাব বুলিও তেওঁ দৃঢ়তাৰে কয়। ইফালে ইজৰাইলৰ প্ৰধানমন্ত্ৰীয়ে ভাৰতৰ আতিথ্যৰ শলাগ লৈ কয় যে ভাৰত-ইজৰাইল বন্ধুত্ব কেৱল দুই চৰকাৰৰ নহয়, দুই জনগণৰো। তেওঁ ভাৰতীয় উদ্যোগীসকলক ইজৰাইলত বিনিয়োগৰ বাবে আমন্ত্ৰণ জনায়। চুক্তি স্বাক্ষৰ অনুষ্ঠানৰ পূৰ্বে প্ৰধানমন্ত্ৰী মোদীয়ে বিশিষ্ট অতিথিজনক ৰাষ্ট্ৰপতি ভৱনত আনুষ্ঠানিক আদৰণি জনায়। সন্ধিয়া ৰাষ্ট্ৰপতিয়ে সন্মানসূচক নৈশভোজৰ আয়োজন কৰে। (এম আৰ'হ'ই) ঃ ভাৰত আৰু ইজৰাইলৰ মাজত আজি ১৭ খন গুৰুত্বপূৰ্ণ চুক্তি স্বাক্ষৰিত হয়। প্ৰধানমন্ত্ৰী নৰেন্দ্ৰ মোদী আৰু ইজৰাইলৰ প্ৰধানমন্ত্ৰীৰ উপস্থিতিত প্ৰতিৰক্ষা, কৃষি, জলসিঞ্চন, বিজ্ঞান-প্ৰযুক্তি আদি ক্ষেত্ৰত এই চুক্তিসমূহ স্বাক্ষৰিত হয়। দুয়ো দেশৰ মাজৰ বাণিজ্যিক লেনদেন আগন্তুক পাঁচ বছৰত দুগুণ কৰাৰ লক্ষ্য নিৰ্ধাৰণ কৰা হৈছে। প্ৰতিৰক্ষা সঁজুলি উৎপাদন, ড্ৰোন প্ৰযুক্তি আৰু চাইবাৰ সুৰক্ষাৰ ক্ষেত্ৰত যুটীয়া প্ৰকল্প গ্ৰহণৰ সিদ্ধান্ত লোৱা হয়। কৃষি ক্ষেত্ৰত ইজৰাইলৰ বিখ্যাত টোপাল জলসিঞ্চন প্ৰযুক্তি ভাৰতৰ কৃষকৰ মাজলৈ লৈ যোৱাৰ বাবে বিশেষ কাৰ্যসূচী গ্ৰহণ কৰা হ'ব। দেশৰ বিভিন্ন প্ৰান্তত উৎকৃষ্টতা কেন্দ্ৰ স্থাপন কৰা হ'ব বুলি যুটীয়া বিবৃতিত কোৱা হৈছে। আলোচনাৰ অন্তত প্ৰধানমন্ত্ৰী মোদীয়ে কয় যে ইজৰাইল ভাৰতৰ বিশ্বস্ত বন্ধু আৰু দুয়ো দেশৰ সম্পৰ্ক নতুন উচ্চতালৈ উন্নীত হৈছে। সন্ত্ৰাসবাদৰ বিৰুদ্ধে দুয়ো দেশে একেলগে কাম কৰি যাব বুলিও তেওঁ দৃঢ়তাৰে কয়। ইফালে ইজৰাইলৰ প্ৰধানমন্ত্ৰীয়ে ভাৰতৰ আতিথ্যৰ শলাগ লৈ কয় যে ভাৰত-ইজৰাইল বন্ধুত্ব কেৱল দুই চৰকাৰৰ নহয়, দুই জনগণৰো। তেওঁ ভাৰতীয় উদ্যোগীসকলক ইজৰাইলত বিনিয়োগৰ বাবে আমন্ত্ৰণ জনায়। চুক্তি স্বাক্ষৰ অনুষ্ঠানৰ পূৰ্বে প্ৰধানমন্ত্ৰী মোদীয়ে বিশিষ্ট অতিথিজনক ৰাষ্ট্ৰপতি ভৱনত আনুষ্ঠানিক আদৰণি জনায়। সন্ধিয়া ৰাষ্ট্ৰপতিয়ে সন্মানসূচক নৈশভোজৰ আয়োজন কৰে। — [283, 1880, 1102, 2292]
header-left — [21, 114, 356, 148]
date-assamese: গুৱাহাটী, শুকুৰবাৰ, ১৪ ফাগুন, ১৯৪৭ শক — [70, 120, 356, 139]
left-column — [21, 173, 273, 2453]
section-label-front-page-continued: এক পিঠিৰ পৰা— — [22, 175, 191, 220]
headline-if-not-friendship: যদি মিত্ৰতা নহয়... — [1196, 181, 1394, 212]
headline-india-israel-agreements: ১৭ চুক্তিত স্বাক্ষৰ ভাৰত-ইজৰাইলৰ — [478, 1821, 906, 1855]
